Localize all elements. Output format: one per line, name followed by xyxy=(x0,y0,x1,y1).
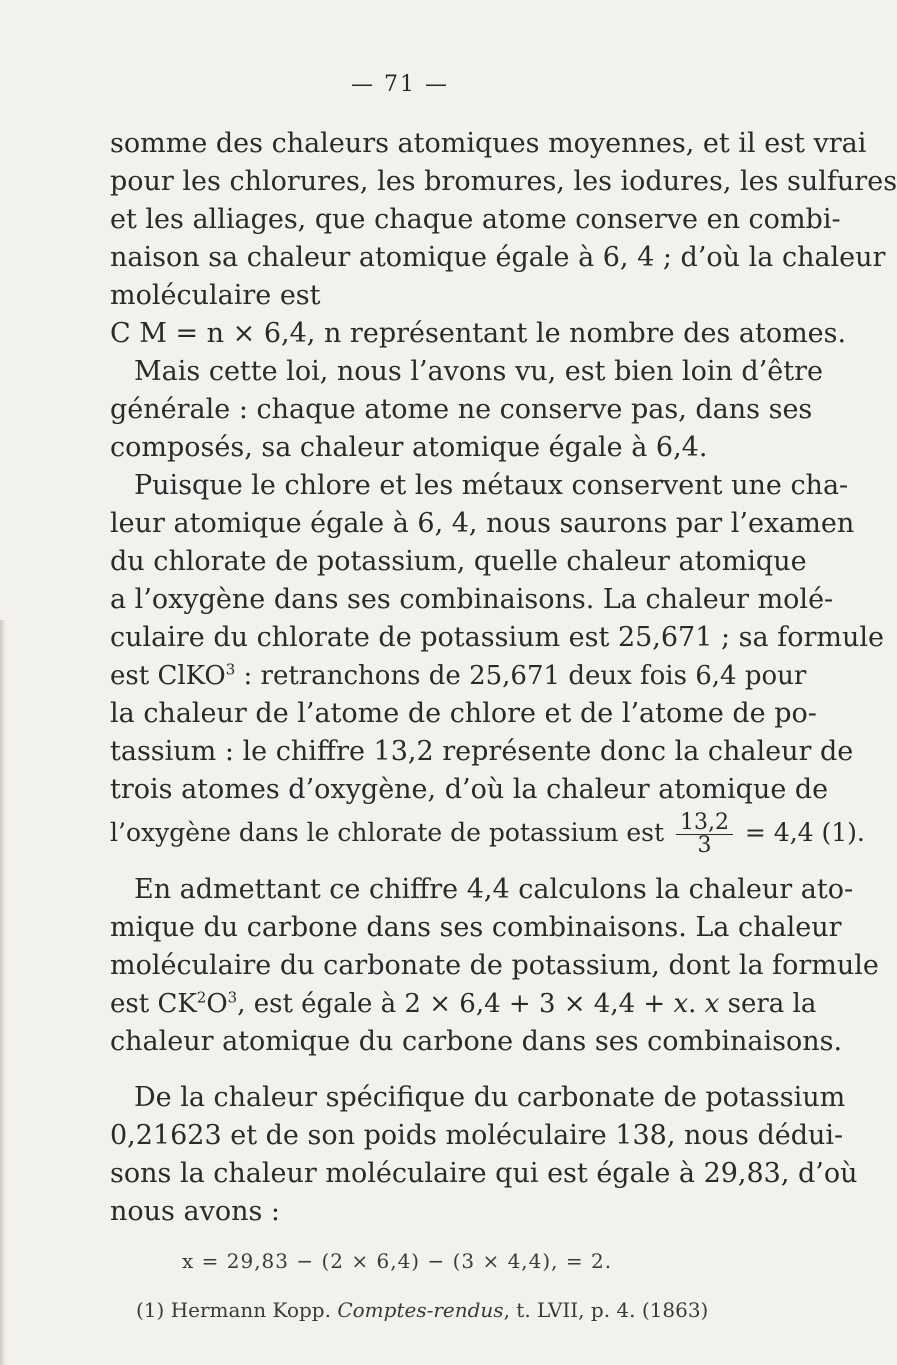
text-segment: est CK xyxy=(110,989,197,1019)
text-segment: sera la xyxy=(719,989,817,1019)
footnote-reference: , t. LVII, p. 4. (1863) xyxy=(503,1298,709,1322)
text-line: mique du carbone dans ses combinaisons. La chaleur xyxy=(110,912,842,943)
variable-x: x xyxy=(704,989,720,1019)
text-line: En admettant ce chiffre 4,4 calculons la chaleur ato- xyxy=(134,874,854,905)
text-segment: l’oxygène dans le chlorate de potassium est xyxy=(110,818,665,847)
text-line: du chlorate de potassium, quelle chaleur atomique xyxy=(110,546,807,577)
text-line: moléculaire du carbonate de potassium, dont la formule xyxy=(110,950,879,981)
variable-x: x xyxy=(673,989,689,1019)
fraction xyxy=(676,812,733,857)
fraction-denominator: 3 xyxy=(676,834,733,857)
text-line: composés, sa chaleur atomique égale à 6,4. xyxy=(110,432,708,463)
text-line: trois atomes d’oxygène, d’où la chaleur atomique de xyxy=(110,774,829,805)
superscript: 2 xyxy=(196,988,207,1007)
footnote-author: Hermann Kopp. xyxy=(170,1298,331,1322)
page-edge-shadow xyxy=(0,620,6,1365)
equation: x = 29,83 − (2 × 6,4) − (3 × 4,4), = 2. xyxy=(182,1249,613,1273)
text-line: 0,21623 et de son poids moléculaire 138, nous dédui- xyxy=(110,1120,844,1151)
footnote xyxy=(136,1298,708,1322)
text-line: C M = n × 6,4, n représentant le nombre des atomes. xyxy=(110,318,847,349)
text-segment: = 4,4 (1). xyxy=(744,818,865,847)
text-line: Mais cette loi, nous l’avons vu, est bien loin d’être xyxy=(134,356,824,387)
text-line: tassium : le chiffre 13,2 représente donc la chaleur de xyxy=(110,736,854,767)
text-segment: : retranchons de 25,671 deux fois 6,4 pour xyxy=(235,661,807,691)
footnote-mark: (1) xyxy=(136,1298,165,1322)
text-line: sons la chaleur moléculaire qui est égale à 29,83, d’où xyxy=(110,1158,858,1189)
text-segment: . xyxy=(688,989,705,1019)
text-line: chaleur atomique du carbone dans ses combinaisons. xyxy=(110,1026,843,1057)
superscript: 3 xyxy=(225,660,236,679)
text-line: pour les chlorures, les bromures, les iodures, les sulfures xyxy=(110,166,897,197)
text-line: naison sa chaleur atomique égale à 6, 4 ; d’où la chaleur xyxy=(110,242,886,273)
text-line: moléculaire est xyxy=(110,280,321,311)
text-segment: , est égale à 2 × 6,4 + 3 × 4,4 + xyxy=(237,989,674,1019)
fraction-line xyxy=(110,810,865,858)
text-line: la chaleur de l’atome de chlore et de l’atome de po- xyxy=(110,698,817,729)
superscript: 3 xyxy=(227,988,238,1007)
text-line: nous avons : xyxy=(110,1196,281,1227)
text-line: De la chaleur spécifique du carbonate de potassium xyxy=(134,1082,846,1113)
fraction-numerator: 13,2 xyxy=(679,810,729,835)
text-segment: est ClKO xyxy=(110,661,226,691)
page-number: — 71 — xyxy=(351,72,449,97)
text-line: Puisque le chlore et les métaux conservent une cha- xyxy=(134,470,849,501)
formula-line xyxy=(110,987,817,1021)
text-line: et les alliages, que chaque atome conserve en combi- xyxy=(110,204,841,235)
footnote-title: Comptes-rendus xyxy=(337,1298,504,1322)
text-line: culaire du chlorate de potassium est 25,671 ; sa formule xyxy=(110,622,884,653)
text-segment: O xyxy=(206,989,228,1019)
text-line: générale : chaque atome ne conserve pas, dans ses xyxy=(110,394,813,425)
text-line: leur atomique égale à 6, 4, nous saurons par l’examen xyxy=(110,508,855,539)
text-line: a l’oxygène dans ses combinaisons. La chaleur molé- xyxy=(110,584,834,615)
text-line: somme des chaleurs atomiques moyennes, et il est vrai xyxy=(110,128,867,159)
formula-line xyxy=(110,659,807,693)
